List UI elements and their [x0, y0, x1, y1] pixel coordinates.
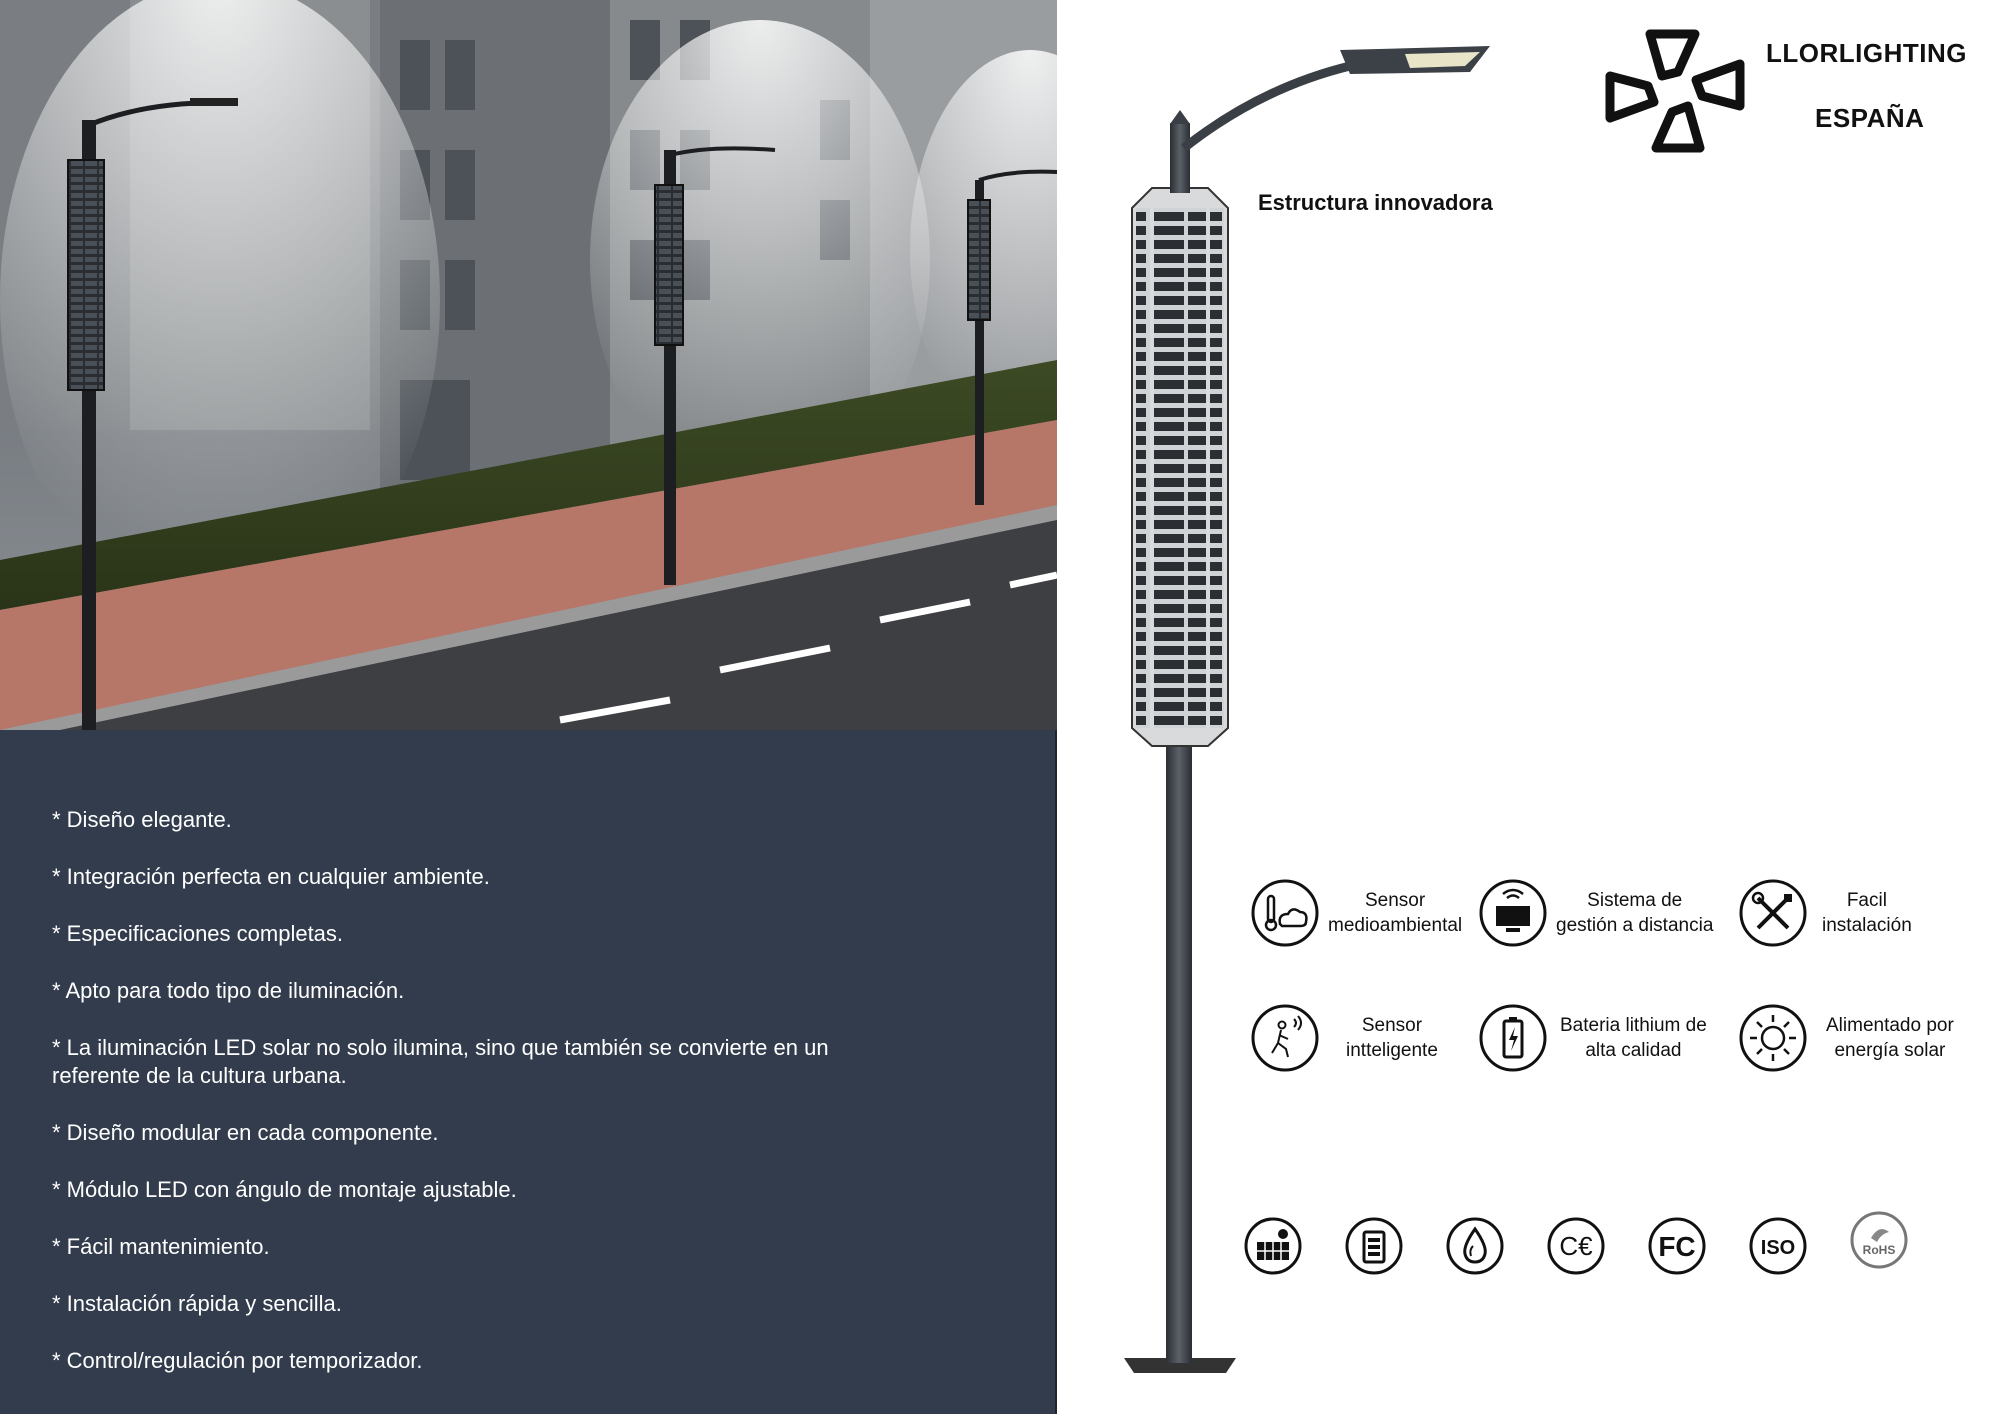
motion-sensor-icon	[1250, 1003, 1320, 1073]
feature-item: * Diseño modular en cada componente.	[52, 1120, 439, 1145]
sun-icon	[1738, 1003, 1808, 1073]
solar-panel-badge-icon	[1243, 1216, 1303, 1276]
feature-item: * Fácil mantenimiento.	[52, 1234, 270, 1259]
feature-label: Sistema de	[1587, 890, 1683, 911]
feature-item: * Especificaciones completas.	[52, 921, 344, 946]
feature-item: * Control/regulación por temporizador.	[52, 1348, 423, 1373]
feature-item: * Instalación rápida y sencilla.	[52, 1291, 342, 1316]
feature-label: instalación	[1822, 915, 1912, 936]
brand-country: ESPAÑA	[1815, 103, 1925, 133]
feature-environment-sensor	[1250, 878, 1462, 948]
pinwheel-logo-icon	[1600, 24, 1750, 158]
structure-title: Estructura innovadora	[1258, 190, 1493, 215]
feature-label: Sensor	[1361, 1015, 1423, 1036]
feature-item: * Apto para todo tipo de iluminación.	[52, 978, 405, 1003]
ce-mark-icon	[1546, 1216, 1606, 1276]
waterproof-badge-icon	[1445, 1216, 1505, 1276]
battery-badge-icon	[1344, 1216, 1404, 1276]
thermometer-cloud-icon	[1250, 878, 1320, 948]
fcc-mark-label: FC	[1658, 1231, 1696, 1262]
features-list	[52, 806, 912, 1375]
rohs-mark-label: RoHS	[1862, 1243, 1896, 1257]
feature-smart-sensor	[1250, 1003, 1438, 1073]
feature-label: alta calidad	[1585, 1040, 1682, 1061]
feature-easy-install	[1738, 878, 1912, 948]
remote-monitor-icon	[1478, 878, 1548, 948]
feature-solar-powered	[1738, 1003, 1954, 1073]
iso-mark-label: ISO	[1760, 1237, 1796, 1259]
feature-label: medioambiental	[1328, 915, 1463, 936]
feature-item: * Diseño elegante.	[52, 807, 232, 832]
feature-item: * Módulo LED con ángulo de montaje ajustable.	[52, 1177, 517, 1202]
feature-label: intteligente	[1346, 1040, 1438, 1061]
solar-street-lamp-render	[1110, 28, 1510, 1388]
brand-name: LLORLIGHTING	[1766, 38, 1967, 68]
feature-lithium-battery	[1478, 1003, 1707, 1073]
feature-label: gestión a distancia	[1556, 915, 1714, 936]
feature-label: Facil	[1846, 890, 1887, 911]
battery-icon	[1478, 1003, 1548, 1073]
iso-mark-icon	[1748, 1216, 1808, 1276]
street-scene-image	[0, 0, 1057, 730]
feature-item: * Integración perfecta en cualquier ambiente.	[52, 864, 490, 889]
feature-label: Sensor	[1364, 890, 1426, 911]
feature-label: energía solar	[1834, 1040, 1946, 1061]
tools-icon	[1738, 878, 1808, 948]
feature-label: Alimentado por	[1826, 1015, 1954, 1036]
ce-mark-label: C€	[1559, 1231, 1593, 1261]
features-panel	[0, 730, 1057, 1414]
feature-item: * La iluminación LED solar no solo ilumina, sino que también se convierte en un referente de la cultura urbana.	[52, 1035, 829, 1088]
fcc-mark-icon	[1647, 1216, 1707, 1276]
feature-remote-management	[1478, 878, 1713, 948]
rohs-mark-icon	[1849, 1210, 1909, 1270]
feature-label: Bateria lithium de	[1560, 1015, 1707, 1036]
